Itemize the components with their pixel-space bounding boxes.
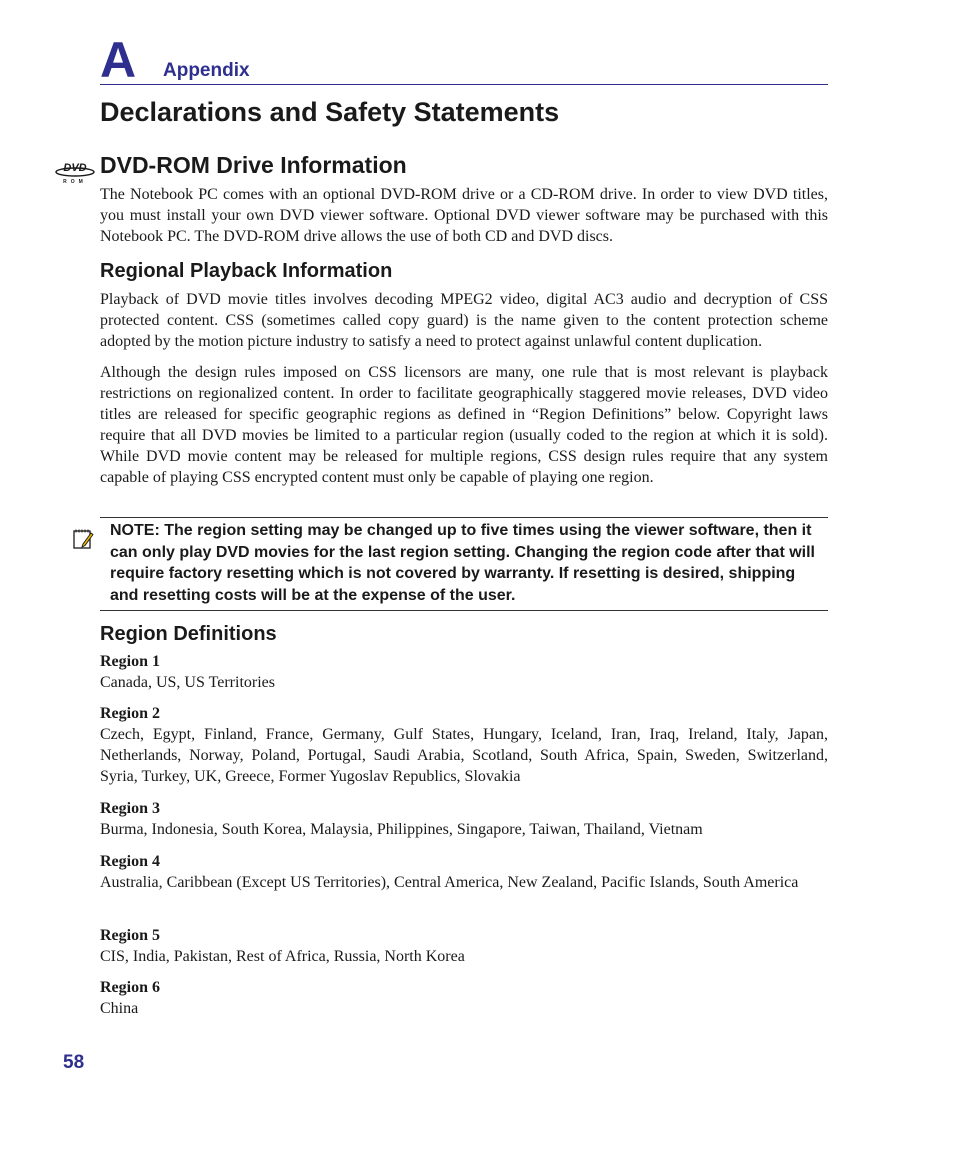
region-entry [100, 798, 828, 840]
region-entry [100, 851, 828, 893]
page-number: 58 [63, 1052, 85, 1073]
region-entry [100, 977, 828, 1019]
chapter-letter: A [100, 32, 137, 88]
region-name: Region 6 [100, 979, 160, 996]
region-countries: Australia, Caribbean (Except US Territories), Central America, New Zealand, Pacific Islands, South America [100, 874, 799, 891]
chapter-name: Appendix [163, 60, 250, 81]
note-pencil-icon [72, 527, 96, 551]
chapter-divider [100, 84, 828, 85]
page-title: Declarations and Safety Statements [100, 97, 560, 127]
region-name: Region 3 [100, 800, 160, 817]
region-countries: Canada, US, US Territories [100, 674, 275, 691]
regional-playback-paragraph-1: Playback of DVD movie titles involves decoding MPEG2 video, digital AC3 audio and decryption of CSS protected content. CSS (sometimes called copy guard) is the name given to the content protection scheme adopted by the motion picture industry to satisfy a need to protect against unlawful content duplication. [100, 291, 828, 350]
region-countries: Czech, Egypt, Finland, France, Germany, Gulf States, Hungary, Iceland, Iran, Iraq, Ireland, Italy, Japan, Netherlands, Norway, Poland, Portugal, Saudi Arabia, Scotland, South Africa, Spain, Sweden, Switzerland, Syria, Turkey, UK, Greece, Former Yugoslav Republics, Slovakia [100, 726, 828, 785]
region-countries: CIS, India, Pakistan, Rest of Africa, Russia, North Korea [100, 948, 465, 965]
dvd-rom-intro-paragraph: The Notebook PC comes with an optional DVD-ROM drive or a CD-ROM drive. In order to view DVD titles, you must install your own DVD viewer software. Optional DVD viewer software may be purchased with this Notebook PC. The DVD-ROM drive allows the use of both CD and DVD discs. [100, 186, 828, 245]
region-name: Region 2 [100, 705, 160, 722]
region-countries: Burma, Indonesia, South Korea, Malaysia, Philippines, Singapore, Taiwan, Thailand, Vietnam [100, 821, 703, 838]
region-name: Region 1 [100, 653, 160, 670]
region-countries: China [100, 1000, 139, 1017]
region-name: Region 4 [100, 853, 160, 870]
regional-playback-paragraph-2: Although the design rules imposed on CSS licensors are many, one rule that is most relevant is playback restrictions on regionalized content. In order to facilitate geographically staggered movie releases, DVD video titles are released for specific geographic regions as defined in “Region Definitions” below. Copyright laws require that all DVD movies be limited to a particular region (usually coded to the region at which it is sold). While DVD movie content may be released for multiple regions, CSS design rules require that any system capable of playing CSS encrypted content must only be capable of playing one region. [100, 364, 828, 486]
rom-icon-text: ROM [63, 179, 87, 184]
note-text: NOTE: The region setting may be changed up to five times using the viewer software, then it can only play DVD movies for the last region setting. Changing the region code after that will require factory resetting which is not covered by warranty. If resetting is desired, shipping and resetting costs will be at the expense of the user. [110, 522, 815, 604]
section-title-dvd-rom: DVD-ROM Drive Information [100, 152, 407, 178]
note-bottom-divider [100, 610, 828, 611]
dvd-rom-icon [55, 158, 95, 184]
note-top-divider [100, 517, 828, 518]
region-name: Region 5 [100, 927, 160, 944]
region-entry [100, 651, 828, 693]
region-entry [100, 925, 828, 967]
subsection-title-region-definitions: Region Definitions [100, 623, 277, 645]
region-entry [100, 703, 828, 787]
subsection-title-regional-playback: Regional Playback Information [100, 260, 393, 282]
dvd-icon-text: DVD [63, 162, 87, 174]
